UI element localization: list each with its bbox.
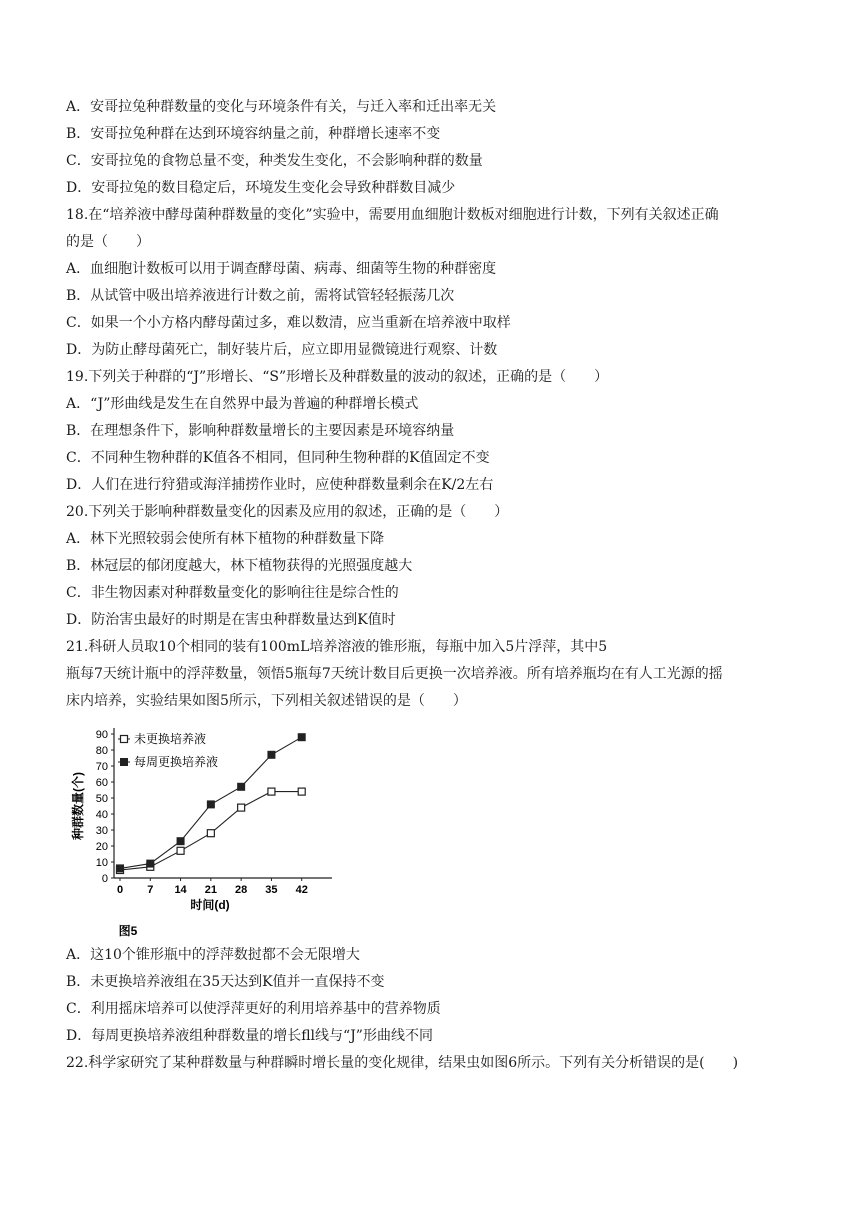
q19-option-b: B．在理想条件下，影响种群数量增长的主要因素是环境容纳量 bbox=[66, 423, 455, 439]
legend bbox=[118, 731, 218, 769]
data-point-weekly-replaced bbox=[207, 801, 214, 808]
y-axis-label: 种群数量(个) bbox=[71, 772, 85, 840]
q21-option-d: D．每周更换培养液组种群数量的增长fll线与“J”形曲线不同 bbox=[66, 1028, 433, 1044]
y-tick-label: 20 bbox=[95, 841, 108, 853]
q18-stem: 18.在“培养液中酵母菌种群数量的变化”实验中，需要用血细胞计数板对细胞进行计数，下列有关叙述正确 bbox=[66, 207, 719, 223]
q21-stem-line3: 床内培养，实验结果如图5所示，下列相关叙述错误的是（ ） bbox=[66, 693, 467, 709]
q18-option-b: B．从试管中吸出培养液进行计数之前，需将试管轻轻振荡几次 bbox=[66, 288, 455, 304]
q17-option-d: D．安哥拉兔的数目稳定后，环境发生变化会导致种群数目减少 bbox=[66, 180, 456, 196]
x-tick-label: 42 bbox=[295, 884, 308, 896]
data-point-not-replaced bbox=[268, 788, 275, 795]
legend-label-filled: 每周更换培养液 bbox=[134, 755, 219, 769]
q20-option-a: A．林下光照较弱会使所有林下植物的种群数量下降 bbox=[66, 531, 385, 547]
q17-option-a: A．安哥拉兔种群数量的变化与环境条件有关，与迁入率和迁出率无关 bbox=[66, 99, 497, 115]
x-tick-label: 28 bbox=[235, 884, 248, 896]
data-point-not-replaced bbox=[177, 847, 184, 854]
q21-option-b: B．未更换培养液组在35天达到K值并一直保持不变 bbox=[66, 974, 385, 990]
x-tick-label: 0 bbox=[116, 884, 124, 896]
q21-option-a: A．这10个锥形瓶中的浮萍数挝都不会无限增大 bbox=[66, 947, 360, 963]
figure-caption: 图5 bbox=[118, 924, 138, 938]
q19-option-c: C．不同种生物种群的K值各不相同，但同种生物种群的K值固定不变 bbox=[66, 450, 490, 466]
q17-option-c: C．安哥拉兔的食物总量不变，种类发生变化，不会影响种群的数量 bbox=[66, 153, 483, 169]
y-tick-label: 10 bbox=[95, 857, 108, 869]
q19-stem: 19.下列关于种群的“J”形增长、“S”形增长及种群数量的波动的叙述，正确的是（ ） bbox=[66, 369, 609, 385]
x-tick-label: 21 bbox=[204, 884, 217, 896]
y-tick-label: 0 bbox=[101, 873, 108, 885]
q19-option-d: D．人们在进行狩猎或海洋捕捞作业时，应使种群数量剩余在K/2左右 bbox=[66, 477, 494, 493]
data-point-weekly-replaced bbox=[298, 734, 305, 741]
y-tick-label: 70 bbox=[95, 761, 108, 773]
data-point-weekly-replaced bbox=[238, 783, 245, 790]
q22-stem: 22.科学家研究了某种群数量与种群瞬时增长量的变化规律，结果虫如图6所示。下列有关分析错误的是( ) bbox=[66, 1055, 739, 1071]
x-axis-label: 时间(d) bbox=[190, 898, 230, 912]
x-tick-label: 7 bbox=[147, 884, 154, 896]
q17-option-b: B．安哥拉兔种群在达到环境容纳量之前，种群增长速率不变 bbox=[66, 126, 441, 142]
y-tick-label: 80 bbox=[95, 745, 108, 757]
y-tick-label: 90 bbox=[95, 729, 108, 741]
q20-option-c: C．非生物因素对种群数量变化的影响往往是综合性的 bbox=[66, 585, 399, 601]
y-tick-label: 50 bbox=[95, 793, 108, 805]
data-point-not-replaced bbox=[238, 804, 245, 811]
legend-marker-open bbox=[121, 736, 128, 743]
data-point-weekly-replaced bbox=[177, 838, 184, 845]
legend-label-open: 未更换培养液 bbox=[134, 732, 207, 746]
q20-option-d: D．防治害虫最好的时期是在害虫种群数量达到K值时 bbox=[66, 612, 396, 628]
q20-stem: 20.下列关于影响种群数量变化的因素及应用的叙述，正确的是（ ） bbox=[66, 504, 509, 520]
x-tick-label: 14 bbox=[174, 884, 187, 896]
y-tick-label: 30 bbox=[95, 825, 108, 837]
data-point-weekly-replaced bbox=[268, 751, 275, 758]
data-point-not-replaced bbox=[207, 830, 214, 837]
q21-option-c: C．利用摇床培养可以使浮萍更好的利用培养基中的营养物质 bbox=[66, 1001, 441, 1017]
y-tick-label: 40 bbox=[95, 809, 108, 821]
y-tick-label: 60 bbox=[95, 777, 108, 789]
q21-stem-line2: 瓶每7天统计瓶中的浮萍数量，领悟5瓶每7天统计数目后更换一次培养液。所有培养瓶均在有人工光源的摇 bbox=[66, 666, 723, 682]
q21-stem: 21.科研人员取10个相同的装有100mL培养溶液的锥形瓶，每瓶中加入5片浮萍，其中5 bbox=[66, 639, 608, 655]
q18-option-c: C．如果一个小方格内酵母菌过多，难以数清，应当重新在培养液中取样 bbox=[66, 315, 511, 331]
legend-marker-filled bbox=[121, 759, 128, 766]
q20-option-b: B．林冠层的郁闭度越大，林下植物获得的光照强度越大 bbox=[66, 558, 413, 574]
data-point-weekly-replaced bbox=[147, 860, 154, 867]
q18-option-a: A．血细胞计数板可以用于调查酵母菌、病毒、细菌等生物的种群密度 bbox=[66, 261, 497, 277]
data-point-not-replaced bbox=[298, 788, 305, 795]
q18-stem-continued: 的是（ ） bbox=[66, 234, 150, 250]
q18-option-d: D．为防止酵母菌死亡，制好装片后，应立即用显微镜进行观察、计数 bbox=[66, 342, 498, 358]
x-tick-label: 35 bbox=[265, 884, 278, 896]
q19-option-a: A．“J”形曲线是发生在自然界中最为普遍的种群增长模式 bbox=[66, 396, 419, 412]
data-point-weekly-replaced bbox=[117, 865, 124, 872]
figure-5-line-chart bbox=[68, 722, 348, 942]
